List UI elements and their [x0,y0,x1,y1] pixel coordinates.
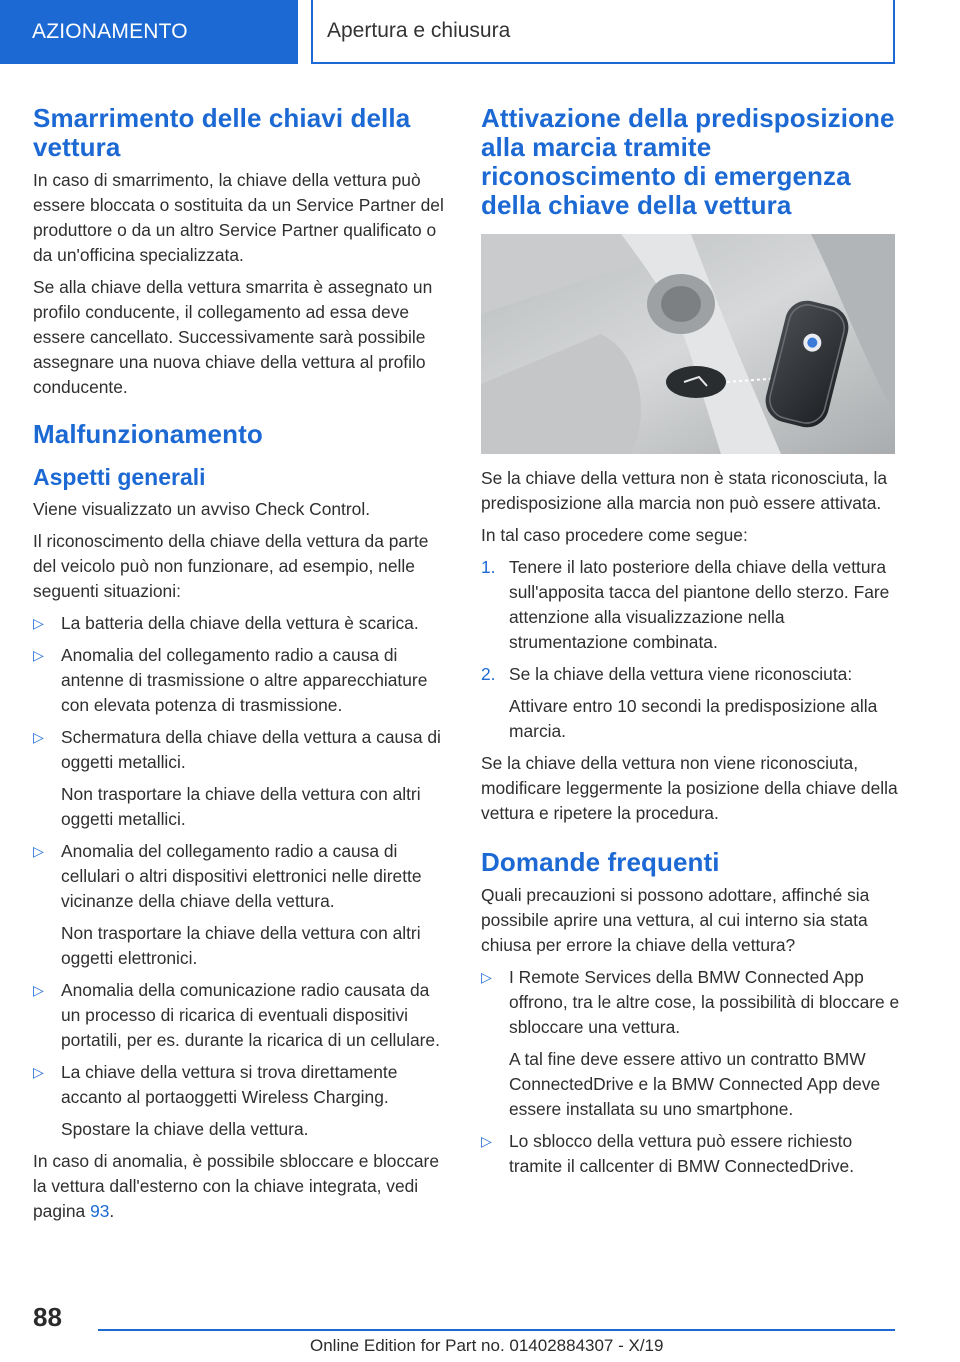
triangle-right-outline-icon: ▷ [33,982,44,998]
section-tab[interactable]: AZIONAMENTO [0,0,298,64]
list-item-text: Anomalia della comunicazione radio causata da un processo di ricarica di eventuali dispositivi portatili, per es. durante la ricarica di un cellulare. [61,980,440,1050]
edition-note: Online Edition for Part no. 01402884307 - X/19 [310,1336,664,1355]
list-item-text: Anomalia del collegamento radio a causa di antenne di trasmissione o altre apparecchiature con elevata potenza di trasmissione. [61,645,428,715]
list-item [33,978,449,1053]
list-item [33,611,449,636]
step-number: 1. [481,557,496,577]
list-item-text: Schermatura della chiave della vettura a causa di oggetti metallici. [61,727,441,772]
paragraph-anomaly [33,1149,449,1224]
list-item [33,643,449,718]
right-column [481,96,901,1186]
triangle-right-outline-icon: ▷ [481,1133,492,1149]
step-text: Se la chiave della vettura viene riconosciuta: [509,664,853,684]
list-item-note: Spostare la chiave della vettura. [61,1119,309,1139]
list-item [33,839,449,971]
heading-general-aspects: Aspetti generali [33,464,206,490]
chapter-tab[interactable]: Apertura e chiusura [311,0,895,64]
triangle-right-outline-icon: ▷ [481,969,492,985]
key-steering-column-illustration [481,234,895,454]
list-item-note: A tal fine deve essere attivo un contratto BMW ConnectedDrive e la BMW Connected App deve essere installata su uno smartphone. [509,1049,881,1119]
list-item-text: I Remote Services della BMW Connected App offrono, tra le altre cose, la possibilità di bloccare e sbloccare una vettura. [509,967,900,1037]
heading-faq: Domande frequenti [481,847,720,877]
malfunction-list [33,611,449,1142]
triangle-right-outline-icon: ▷ [33,1064,44,1080]
step-text: Tenere il lato posteriore della chiave della vettura sull'apposita tacca del piantone dello sterzo. Fare attenzione alla visualizzazione nella strumentazione combinata. [509,557,890,652]
step-item [481,662,901,744]
list-item-note: Non trasportare la chiave della vettura con altri oggetti metallici. [61,784,421,829]
list-item [33,725,449,832]
faq-list [481,965,901,1179]
list-item-text: La chiave della vettura si trova direttamente accanto al portaoggetti Wireless Charging. [61,1062,398,1107]
step-number: 2. [481,664,496,684]
paragraph: In caso di smarrimento, la chiave della vettura può essere bloccata o sostituita da un Service Partner del produttore o da un altro Service Partner qualificato o da un'officina specializzata. [33,170,444,265]
footer-divider [98,1329,895,1331]
paragraph: In tal caso procedere come segue: [481,525,748,545]
list-item-text: Anomalia del collegamento radio a causa di cellulari o altri dispositivi elettronici nelle dirette vicinanze della chiave della vettura. [61,841,422,911]
triangle-right-outline-icon: ▷ [33,843,44,859]
step-item [481,555,901,655]
list-item-text: Lo sblocco della vettura può essere richiesto tramite il callcenter di BMW ConnectedDrive. [509,1131,855,1176]
page-link-93[interactable]: 93 [90,1201,110,1221]
paragraph: Se la chiave della vettura non è stata riconosciuta, la predisposizione alla marcia non può essere attivata. [481,468,888,513]
list-item [481,1129,901,1179]
heading-malfunction: Malfunzionamento [33,419,263,449]
paragraph: Quali precauzioni si possono adottare, affinché sia possibile aprire una vettura, al cui interno sia stata chiusa per errore la chiave della vettura? [481,885,870,955]
left-column [33,96,449,1231]
heading-lost-keys: Smarrimento delle chiavi della vettura [33,103,411,162]
paragraph: Il riconoscimento della chiave della vettura da parte del veicolo può non funzionare, ad esempio, nelle seguenti situazioni: [33,531,429,601]
list-item [33,1060,449,1142]
heading-emergency-activation: Attivazione della predisposizione alla marcia tramite riconoscimento di emergenza della chiave della vettura [481,103,895,220]
triangle-right-outline-icon: ▷ [33,647,44,663]
list-item-note: Non trasportare la chiave della vettura con altri oggetti elettronici. [61,923,421,968]
anomaly-text: In caso di anomalia, è possibile sbloccare e bloccare la vettura dall'esterno con la chiave integrata, vedi pagina [33,1151,440,1221]
paragraph: Viene visualizzato un avviso Check Control. [33,499,371,519]
paragraph: Se la chiave della vettura non viene riconosciuta, modificare leggermente la posizione della chiave della vettura e ripetere la procedura. [481,753,898,823]
list-item-text: La batteria della chiave della vettura è scarica. [61,613,419,633]
page-number: 88 [33,1302,62,1332]
triangle-right-outline-icon: ▷ [33,615,44,631]
paragraph: Se alla chiave della vettura smarrita è assegnato un profilo conducente, il collegamento ad essa deve essere cancellato. Successivamente sarà possibile assegnare una nuova chiave della vettura al profilo conducente. [33,277,433,397]
anomaly-text-end: . [109,1201,115,1221]
procedure-steps [481,555,901,744]
triangle-right-outline-icon: ▷ [33,729,44,745]
list-item [481,965,901,1122]
page-header [0,0,960,66]
step-note: Attivare entro 10 secondi la predisposizione alla marcia. [509,696,878,741]
